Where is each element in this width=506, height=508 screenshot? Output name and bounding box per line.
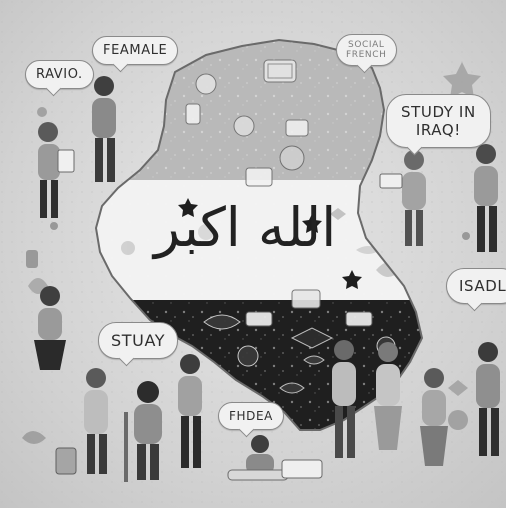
speech-bubble-study-in-iraq: STUDY IN IRAQ!: [386, 94, 491, 148]
speech-bubble-isadl: ISADL: [446, 268, 506, 304]
takbir-calligraphy: الله اكبر: [154, 196, 337, 259]
speech-bubble-feamale: FEAMALE: [92, 36, 178, 65]
speech-bubble-social-french: SOCIAL FRENCH: [336, 34, 397, 66]
speech-bubble-fhdea: FHDEA: [218, 402, 284, 430]
speech-bubble-ravio: RAVIO.: [25, 60, 94, 89]
speech-bubble-stuay: STUAY: [98, 322, 178, 359]
